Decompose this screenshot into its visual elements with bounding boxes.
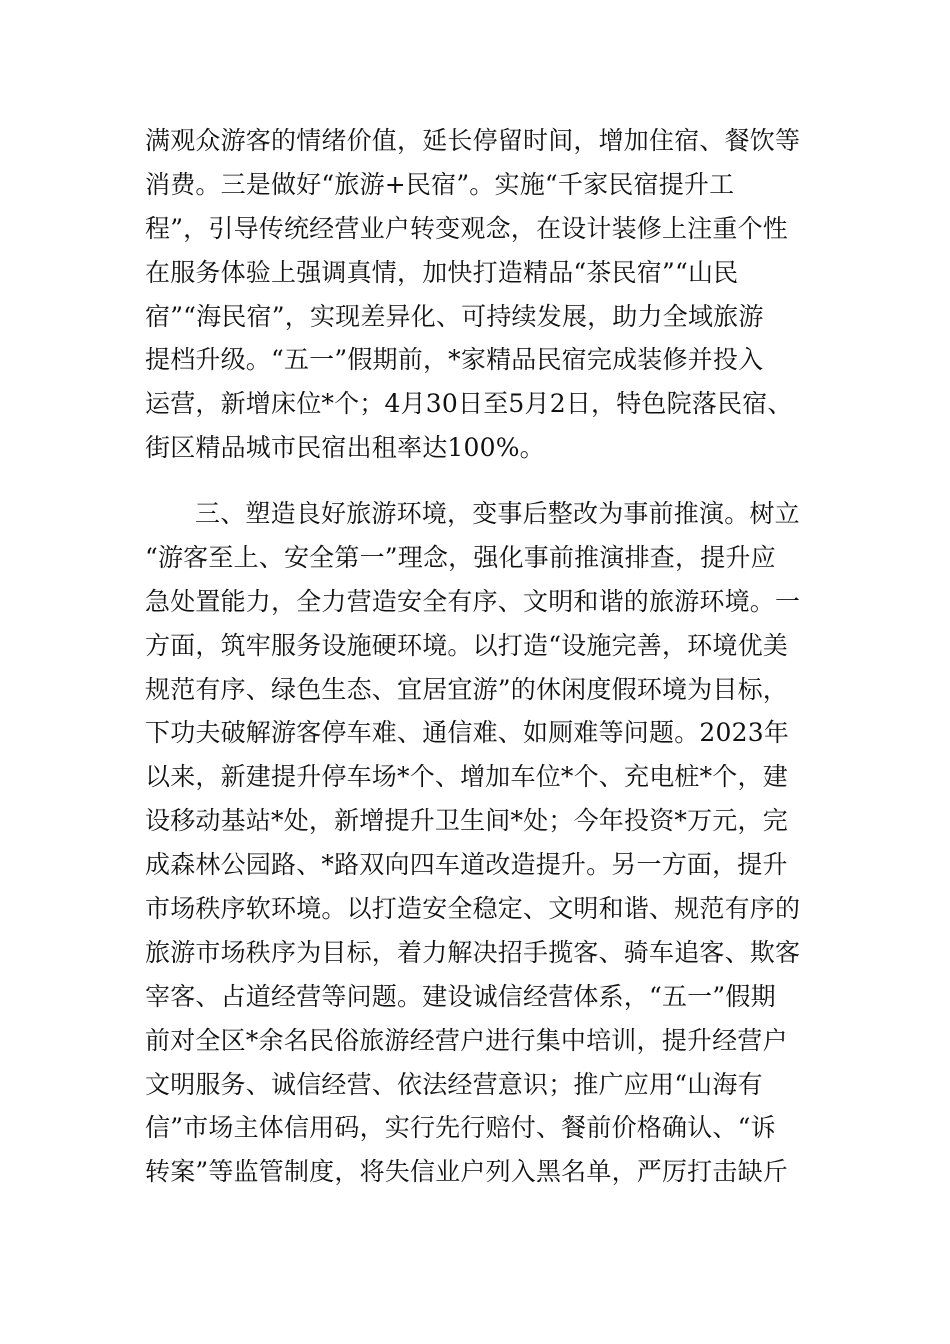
text-line: 以来，新建提升停车场*个、增加车位*个、充电桩*个，建 [145, 762, 788, 792]
text-line: 设移动基站*处，新增提升卫生间*处；今年投资*万元，完 [145, 806, 788, 836]
paragraph-homestay [145, 119, 845, 470]
text-line: “游客至上、安全第一”理念，强化事前推演排查，提升应 [145, 542, 776, 572]
text-line: 满观众游客的情绪价值，延长停留时间，增加住宿、餐饮等 [145, 126, 801, 155]
text-line: 成森林公园路、*路双向四车道改造提升。另一方面，提升 [145, 850, 788, 880]
text-line: 前对全区*余名民俗旅游经营户进行集中培训，提升经营户 [145, 1025, 788, 1055]
text-line: 旅游市场秩序为目标，着力解决招手揽客、骑车追客、欺客 [145, 937, 801, 967]
text-line: 消费。三是做好“旅游+民宿”。实施“千家民宿提升工 [145, 169, 735, 199]
section-heading-line: 三、塑造良好旅游环境，变事后整改为事前推演。树立 [195, 499, 800, 528]
text-line: 运营，新增床位*个；4月30日至5月2日，特色院落民宿、 [145, 389, 793, 419]
text-line: 宰客、占道经营等问题。建设诚信经营体系，“五一”假期 [145, 981, 776, 1011]
text-line: 转案”等监管制度，将失信业户列入黑名单，严厉打击缺斤 [145, 1157, 788, 1187]
text-line: 街区精品城市民宿出租率达100%。 [145, 433, 545, 463]
text-line: 文明服务、诚信经营、依法经营意识；推广应用“山海有 [145, 1069, 763, 1099]
text-line: 提档升级。“五一”假期前，*家精品民宿完成装修并投入 [145, 345, 764, 375]
text-line: 规范有序、绿色生态、宜居宜游”的休闲度假环境为目标， [145, 674, 788, 704]
paragraph-tourism-environment [145, 492, 845, 1194]
text-line: 急处置能力，全力营造安全有序、文明和谐的旅游环境。一 [145, 586, 801, 616]
text-line: 方面，筑牢服务设施硬环境。以打造“设施完善，环境优美 [145, 630, 788, 660]
text-line: 在服务体验上强调真情，加快打造精品“茶民宿”“山民 [145, 257, 739, 287]
text-line: 市场秩序软环境。以打造安全稳定、文明和谐、规范有序的 [145, 894, 801, 924]
text-line: 宿”“海民宿”，实现差异化、可持续发展，助力全域旅游 [145, 301, 764, 331]
text-line: 程”，引导传统经营业户转变观念，在设计装修上注重个性 [145, 213, 788, 243]
text-line: 下功夫破解游客停车难、通信难、如厕难等问题。2023年 [145, 718, 790, 748]
text-line: 信”市场主体信用码，实行先行赔付、餐前价格确认、“诉 [145, 1113, 776, 1143]
